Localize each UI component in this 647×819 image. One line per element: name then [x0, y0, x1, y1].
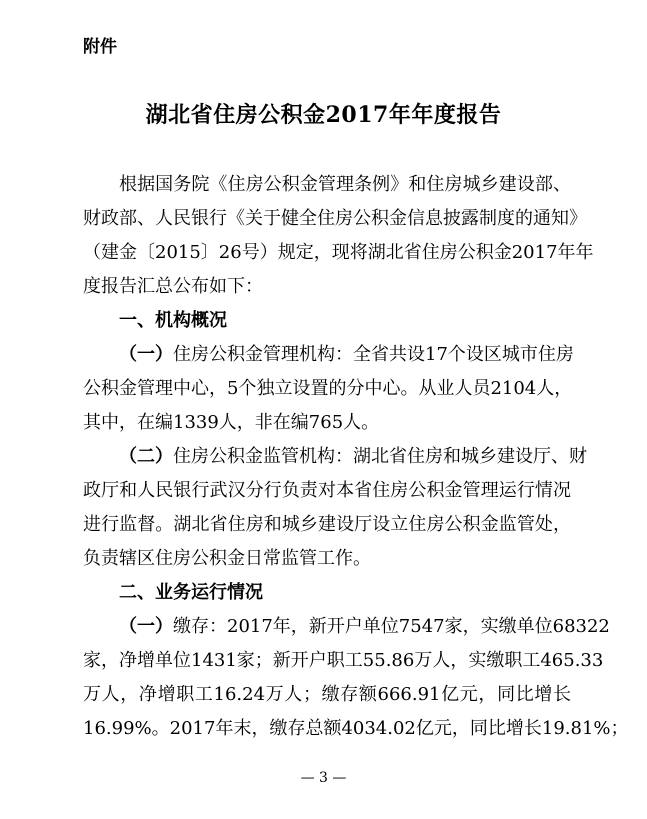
paragraph-line: 家，净增单位1431家；新开户职工55.86万人，实缴职工465.33: [83, 650, 604, 671]
subsection-marker: （一）: [119, 344, 173, 365]
paragraph-line: 根据国务院《住房公积金管理条例》和住房城乡建设部、: [119, 174, 571, 195]
report-title: 湖北省住房公积金2017年年度报告: [145, 102, 502, 128]
paragraph-line: 负责辖区住房公积金日常监管工作。: [83, 548, 371, 569]
paragraph-line: [83, 610, 610, 644]
subsection-marker: （二）: [119, 446, 173, 467]
paragraph-line: 万人，净增职工16.24万人；缴存额666.91亿元，同比增长: [83, 684, 571, 705]
document-body: [83, 168, 629, 746]
section-heading: 一、机构概况: [119, 310, 227, 331]
paragraph-line: [83, 440, 587, 474]
paragraph-line: 16.99%。2017年末，缴存总额4034.02亿元，同比增长19.81%；: [83, 718, 629, 739]
paragraph-line: 财政部、人民银行《关于健全住房公积金信息披露制度的通知》: [83, 208, 587, 229]
paragraph-line: 度报告汇总公布如下：: [83, 276, 263, 297]
paragraph-text: 住房公积金管理机构：全省共设17个设区城市住房: [173, 344, 574, 365]
paragraph-line: 公积金管理中心，5个独立设置的分中心。从业人员2104人，: [83, 378, 573, 399]
paragraph-line: 政厅和人民银行武汉分行负责对本省住房公积金管理运行情况: [83, 480, 571, 501]
paragraph-line: （建金〔2015〕26号）规定，现将湖北省住房公积金2017年年: [83, 242, 594, 263]
annex-label: 附件: [83, 37, 117, 57]
section-heading: 二、业务运行情况: [119, 582, 263, 603]
paragraph-line: 进行监督。湖北省住房和城乡建设厅设立住房公积金监管处，: [83, 514, 571, 535]
paragraph-text: 住房公积金监管机构：湖北省住房和城乡建设厅、财: [173, 446, 587, 467]
paragraph-text: 缴存：2017年，新开户单位7547家，实缴单位68322: [173, 616, 610, 637]
paragraph-line: 其中，在编1339人，非在编765人。: [83, 412, 380, 433]
subsection-marker: （一）: [119, 616, 173, 637]
page-number: — 3 —: [300, 770, 347, 786]
paragraph-line: [83, 338, 574, 372]
